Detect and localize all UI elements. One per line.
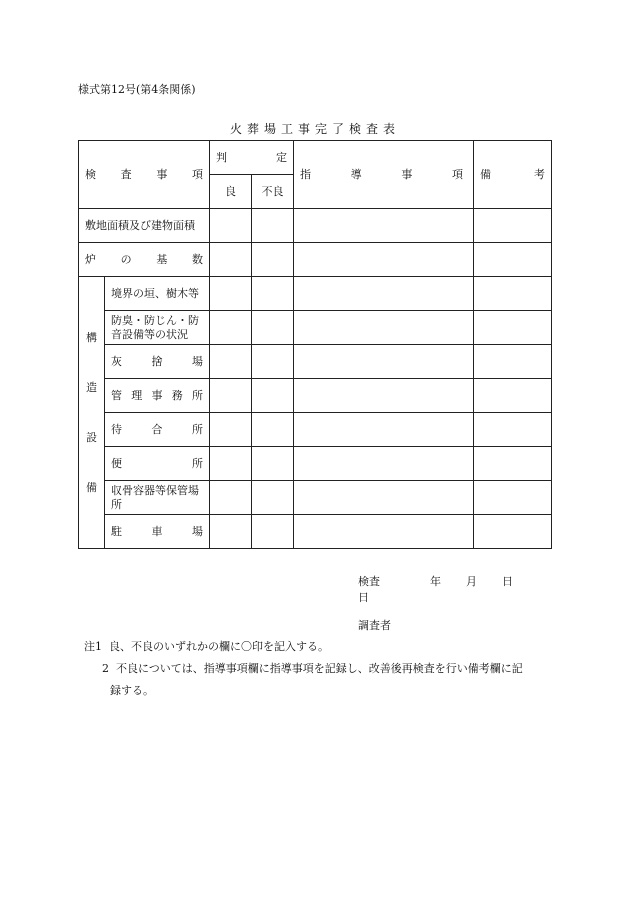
cell-bad[interactable] xyxy=(252,243,294,277)
cell-guidance[interactable] xyxy=(294,277,474,311)
form-title: 火葬場工事完了検査表 xyxy=(229,122,400,136)
cell-good[interactable] xyxy=(210,311,252,345)
cell-guidance[interactable] xyxy=(294,311,474,345)
cell-bad[interactable] xyxy=(252,515,294,549)
cell-bad[interactable] xyxy=(252,311,294,345)
row-site-area-label: 敷地面積及び建物面積 xyxy=(79,209,210,243)
cell-guidance[interactable] xyxy=(294,515,474,549)
cell-remarks[interactable] xyxy=(474,481,552,515)
cell-guidance[interactable] xyxy=(294,481,474,515)
note-2: 2 不良については、指導事項欄に指導事項を記録し、改善後再検査を行い備考欄に記 xyxy=(102,662,523,675)
day-label: 日 xyxy=(502,575,513,588)
cell-remarks[interactable] xyxy=(474,311,552,345)
cell-bad[interactable] xyxy=(252,413,294,447)
header-good: 良 xyxy=(210,175,252,209)
cell-guidance[interactable] xyxy=(294,243,474,277)
cell-remarks[interactable] xyxy=(474,413,552,447)
structure-label: 構 造 設 備 xyxy=(79,277,105,549)
table-row xyxy=(79,277,552,311)
cell-good[interactable] xyxy=(210,481,252,515)
header-guidance: 指 導 事 項 xyxy=(294,141,474,209)
table-row xyxy=(79,345,552,379)
cell-good[interactable] xyxy=(210,447,252,481)
cell-guidance[interactable] xyxy=(294,447,474,481)
header-inspection-item: 検 査 事 項 xyxy=(79,141,210,209)
cell-good[interactable] xyxy=(210,209,252,243)
table-row xyxy=(79,515,552,549)
cell-remarks[interactable] xyxy=(474,345,552,379)
header-judgment: 判 定 xyxy=(210,141,294,175)
inspector-label: 調査者 xyxy=(358,619,391,632)
cell-bad[interactable] xyxy=(252,209,294,243)
cell-guidance[interactable] xyxy=(294,209,474,243)
cell-remarks[interactable] xyxy=(474,209,552,243)
cell-remarks[interactable] xyxy=(474,277,552,311)
row-waiting-label: 待 合 所 xyxy=(105,413,210,447)
cell-bad[interactable] xyxy=(252,345,294,379)
header-bad: 不良 xyxy=(252,175,294,209)
table-row xyxy=(79,379,552,413)
cell-bad[interactable] xyxy=(252,277,294,311)
month-label: 月 xyxy=(466,575,477,588)
inspection-table xyxy=(78,140,552,549)
row-toilet-label: 便 所 xyxy=(105,447,210,481)
form-id: 様式第12号(第4条関係) xyxy=(78,83,196,96)
table-row xyxy=(79,243,552,277)
cell-good[interactable] xyxy=(210,345,252,379)
cell-bad[interactable] xyxy=(252,481,294,515)
cell-bad[interactable] xyxy=(252,447,294,481)
cell-guidance[interactable] xyxy=(294,413,474,447)
inspection-date-label: 検査日 xyxy=(358,575,380,604)
cell-good[interactable] xyxy=(210,515,252,549)
inspection-block xyxy=(358,573,538,633)
cell-guidance[interactable] xyxy=(294,345,474,379)
table-row xyxy=(79,481,552,515)
cell-remarks[interactable] xyxy=(474,243,552,277)
row-urn-storage-label: 収骨容器等保管場所 xyxy=(105,481,210,515)
note-1: 注1 良、不良のいずれかの欄に〇印を記入する。 xyxy=(84,640,329,653)
cell-good[interactable] xyxy=(210,413,252,447)
cell-good[interactable] xyxy=(210,379,252,413)
header-remarks: 備 考 xyxy=(474,141,552,209)
cell-remarks[interactable] xyxy=(474,515,552,549)
table-row xyxy=(79,447,552,481)
note-2-continued: 録する。 xyxy=(110,684,154,697)
row-office-label: 管 理 事 務 所 xyxy=(105,379,210,413)
row-boundary-label: 境界の垣、樹木等 xyxy=(105,277,210,311)
notes xyxy=(84,636,554,702)
cell-bad[interactable] xyxy=(252,379,294,413)
table-row xyxy=(79,413,552,447)
cell-good[interactable] xyxy=(210,277,252,311)
row-ash-label: 灰 捨 場 xyxy=(105,345,210,379)
cell-guidance[interactable] xyxy=(294,379,474,413)
year-label: 年 xyxy=(430,575,441,588)
cell-remarks[interactable] xyxy=(474,447,552,481)
row-parking-label: 駐 車 場 xyxy=(105,515,210,549)
table-row xyxy=(79,209,552,243)
row-odor-label: 防臭・防じん・防音設備等の状況 xyxy=(105,311,210,345)
table-row xyxy=(79,311,552,345)
row-furnace-count-label: 炉 の 基 数 xyxy=(79,243,210,277)
cell-good[interactable] xyxy=(210,243,252,277)
cell-remarks[interactable] xyxy=(474,379,552,413)
